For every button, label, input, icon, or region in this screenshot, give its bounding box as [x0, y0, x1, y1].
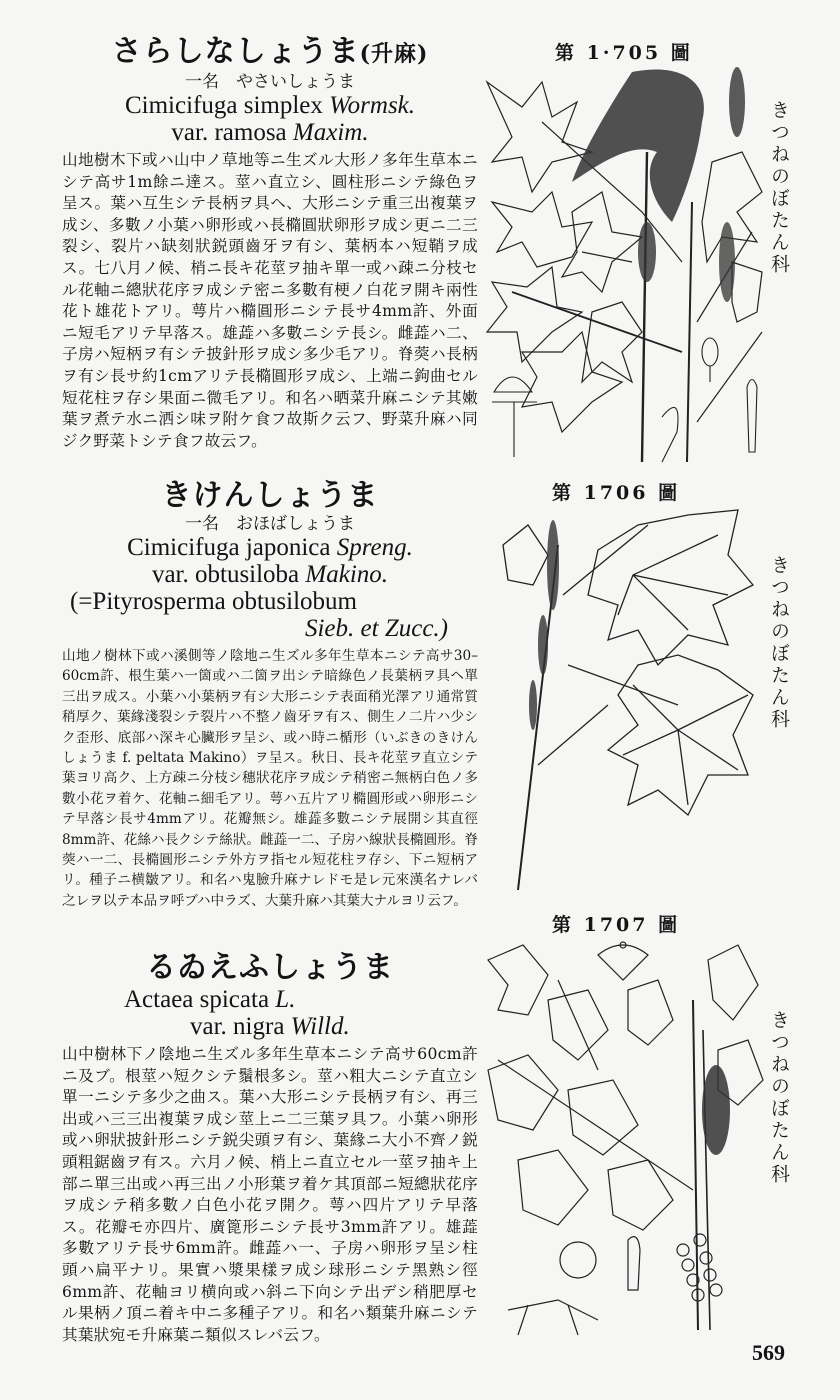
- sci-variety: var. obtusiloba: [151, 561, 300, 588]
- figure-label-1706: 第 1706 圖: [552, 482, 681, 504]
- entry-1706: [62, 478, 478, 911]
- sci-variety: var. nigra: [190, 1013, 285, 1040]
- entry-1705: [62, 34, 478, 452]
- family-label: きつねのぼたん科: [768, 555, 790, 731]
- figure-label-1707: 第 1707 圖: [552, 914, 681, 936]
- scientific-variety: [62, 1013, 478, 1040]
- synonym-author-text: Sieb. et Zucc.): [304, 615, 448, 642]
- sci-author: L.: [275, 986, 296, 1013]
- sci-variety-author: Maxim.: [292, 119, 369, 146]
- figure-label-1705: 第 1·705 圖: [555, 42, 693, 64]
- scientific-name: [62, 92, 478, 119]
- alternate-name: 一名 やさいしょうま: [185, 72, 355, 92]
- plant-illustration-1707: [478, 940, 773, 1340]
- title-kanji: (升麻): [359, 41, 429, 67]
- sci-variety: var. ramosa: [171, 119, 287, 146]
- sci-variety-author: Willd.: [290, 1013, 350, 1040]
- description: 山地ノ樹林下或ハ溪側等ノ陰地ニ生ズル多年生草本ニシテ高サ30–60cm許、根生葉ハ一箇或ハ二箇ヲ出シテ暗綠色ノ長葉柄ヲ具ヘ單三出ヲ成ス。小葉ハ小葉柄ヲ有シ大形ニシテ表面稍光澤アリ通常質稍厚ク、葉緣淺裂シテ裂片ハ不整ノ齒牙ヲ有ス、側生ノ二片ハ少シク歪形、底部ハ深キ心臟形ヲ呈シ、或ハ時ニ楯形（いぶきのきけんしょうま f. peltata Makino）ヲ呈ス。秋日、長キ花莖ヲ直立シテ葉ヨリ高ク、上方疎ニ分枝シ穗狀花序ヲ成シテ稍密ニ無柄白色ノ多數小花ヲ着ケ、花軸ニ細毛アリ。萼ハ五片アリ橢圓形或ハ卵形ニシテ早落シ長サ4mmアリ。花瓣無シ。雄蕋多數ニシテ展開シ其直徑8mm許、花絲ハ長クシテ絲狀。雌蕋一二、子房ハ線狀長橢圓形。脊葖ハ一二、長橢圓形ニシテ外方ヲ指セル短花柱ヲ存シ、下ニ短柄アリ。種子ニ横皺アリ。和名ハ鬼臉升麻ナレドモ是レ元來漢名ナレバ之レヲ以テ本品ヲ呼ブハ中ラズ、大葉升麻ハ其葉大ナルヨリ云フ。: [62, 648, 478, 909]
- scientific-name: [62, 534, 478, 561]
- sci-genus-species: Actaea spicata: [124, 986, 270, 1013]
- family-label: きつねのぼたん科: [768, 100, 790, 276]
- scientific-name: [62, 986, 478, 1013]
- family-label: きつねのぼたん科: [768, 1010, 790, 1186]
- sci-genus-species: Cimicifuga japonica: [127, 534, 331, 561]
- plant-illustration-1705: [482, 62, 772, 470]
- entry-title: きけんしょうま: [161, 478, 379, 513]
- title-kana: さらしなしょうま: [111, 34, 360, 69]
- scientific-variety: [62, 119, 478, 146]
- scientific-variety: [62, 561, 478, 588]
- sci-variety-author: Makino.: [305, 561, 389, 588]
- entry-1707: [62, 950, 478, 1346]
- sci-author: Spreng.: [336, 534, 413, 561]
- entry-title: [62, 34, 478, 72]
- description: 山中樹林下ノ陰地ニ生ズル多年生草本ニシテ高サ60cm許ニ及ブ。根莖ハ短クシテ鬚根多シ。莖ハ粗大ニシテ直立シ單一ニシテ多少之曲ス。葉ハ大形ニシテ長柄ヲ有シ、再三出或ハ三三出複葉ヲ成シ莖上ニ二三葉ヲ具フ。小葉ハ卵形或ハ卵狀披針形ニシテ鋭尖頭ヲ有シ、葉緣ニ大小不齊ノ鋭頭粗鋸齒ヲ有ス。六月ノ候、梢上ニ直立セル一莖ヲ抽キ上部ニ單三出或ハ再三出ノ小形葉ヲ着ケ其頂部ニ短總狀花序ヲ成シテ稍多數ノ白色小花ヲ開ク。萼ハ四片アリテ早落ス。花瓣モ亦四片、廣篦形ニシテ長サ3mm許アリ。雄蕋多數アリテ長サ6mm許。雌蕋ハ一、子房ハ卵形ヲ呈シ柱頭ハ扁平ナリ。果實ハ漿果樣ヲ成シ球形ニシテ黑熟シ徑6mm許、花軸ヨリ横向或ハ斜ニ下向シテ出デシ稍肥厚セル果柄ノ頂ニ着キ中ニ多種子アリ。和名ハ類葉升麻ニシテ其葉狀宛モ升麻葉ニ類似スレバ云フ。: [62, 1045, 478, 1344]
- synonym-author: [62, 615, 478, 642]
- scientific-synonym: (=Pityrosperma obtusilobum: [70, 588, 357, 615]
- description: 山地樹木下或ハ山中ノ草地等ニ生ズル大形ノ多年生草本ニシテ高サ1m餘ニ達ス。莖ハ直立シ、圓柱形ニシテ綠色ヲ呈ス。葉ハ互生シテ長柄ヲ具ヘ、大形ニシテ重三出複葉ヲ成シ、多數ノ小葉ハ卵形或ハ長橢圓狀卵形ヲ成シ更ニ二三裂シ、裂片ハ缺刻狀鋭頭齒牙ヲ有シ、葉柄本ハ短鞘ヲ成ス。七八月ノ候、梢ニ長キ花莖ヲ抽キ單一或ハ疎ニ分枝セル花軸ニ總狀花序ヲ成シテ密ニ多數有梗ノ白花ヲ開キ兩性花ト雄花トアリ。萼片ハ橢圓形ニシテ長サ4mm許、外面ニ短毛アリテ早落ス。雄蕋ハ多數ニシテ長シ。雌蕋ハ二、子房ハ短柄ヲ有シテ披針形ヲ成シ多少毛アリ。脊葖ハ長柄ヲ有シ長サ約1cmアリテ長橢圓形ヲ成シ、上端ニ鉤曲セル短花柱ヲ存シ果面ニ微毛アリ。和名ハ晒菜升麻ニシテ其嫩葉ヲ煮テ水ニ洒シ味ヲ附ケ食フ故斯ク云フ、野菜升麻ハ同ジク野菜トシテ食フ故云フ。: [62, 151, 478, 450]
- alternate-name: 一名 おほばしょうま: [185, 514, 355, 534]
- sci-genus-species: Cimicifuga simplex: [124, 92, 323, 119]
- plant-illustration-1706: [488, 505, 768, 890]
- sci-author: Wormsk.: [329, 92, 416, 119]
- entry-title: るゐえふしょうま: [146, 950, 394, 985]
- page-number: 569: [752, 1340, 785, 1365]
